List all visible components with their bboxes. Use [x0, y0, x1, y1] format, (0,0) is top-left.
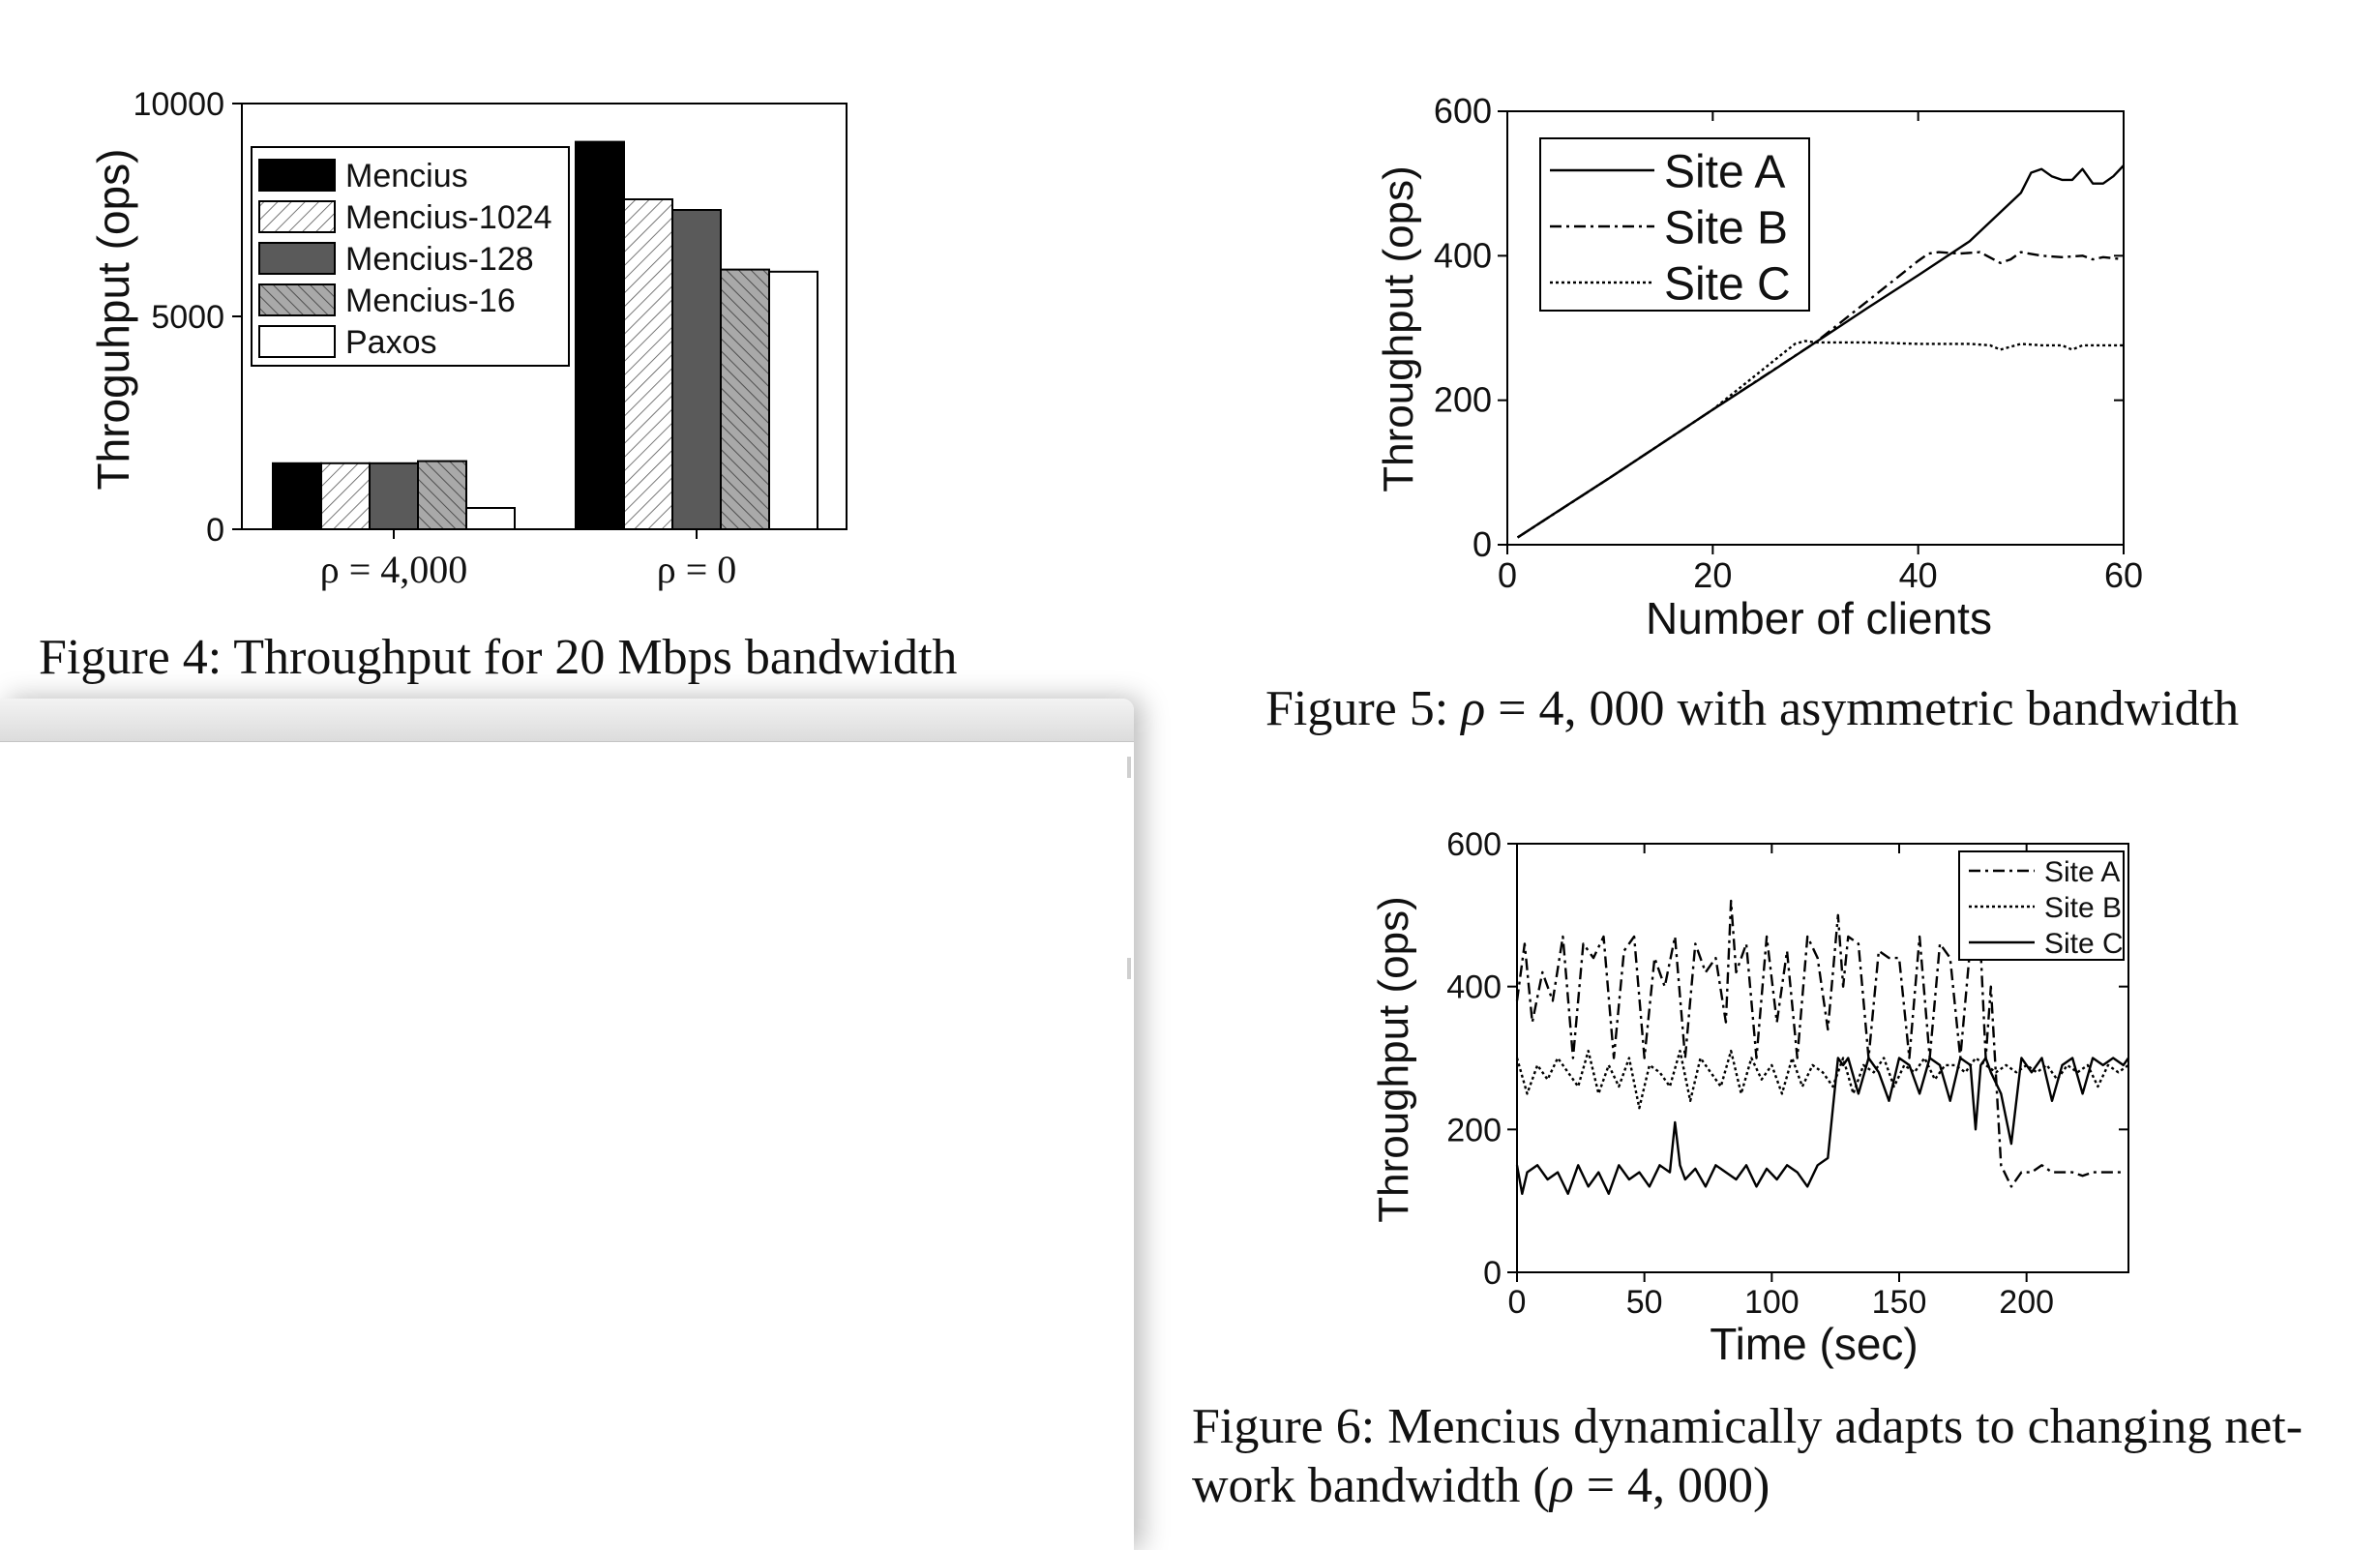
fig5-caption-prefix: Figure 5:	[1265, 681, 1462, 736]
fig6-legend-label: Site C	[2044, 927, 2124, 960]
fig4-bar	[576, 142, 624, 529]
fig5-x-tick-label: 0	[1497, 555, 1518, 595]
fig5-caption-rho: ρ	[1461, 681, 1486, 736]
fig6-x-tick-label: 50	[1625, 1284, 1663, 1321]
fig5-legend-label: Site C	[1664, 258, 1791, 311]
figure-6-caption-line-1: Figure 6: Mencius dynamically adapts to changing net-	[1192, 1399, 2304, 1454]
fig6-series-line	[1517, 1051, 2128, 1108]
fig5-legend	[1540, 138, 1809, 311]
fig4-legend-swatch	[259, 201, 335, 232]
fig4-y-tick-label: 10000	[133, 86, 224, 123]
fig6-x-tick-label: 100	[1743, 1284, 1800, 1321]
fig5-x-tick-label: 20	[1693, 555, 1733, 595]
figure-6-line-chart	[1370, 826, 2128, 1369]
fig4-legend-swatch	[259, 160, 335, 191]
fig5-y-tick-label: 0	[1472, 524, 1492, 564]
fig4-bar	[672, 210, 721, 529]
overlay-window-titlebar[interactable]	[0, 699, 1134, 742]
fig6-y-tick-label: 0	[1483, 1255, 1502, 1292]
fig4-legend-label: Mencius-16	[345, 283, 516, 319]
fig4-y-axis-label: Throguhput (ops)	[88, 148, 138, 491]
fig6-series-line	[1517, 1058, 2128, 1194]
figure-5-caption	[1265, 680, 2239, 737]
window-edge-handle-top[interactable]	[1127, 757, 1131, 778]
fig5-y-tick-label: 600	[1433, 91, 1492, 131]
fig5-caption-rest: = 4, 000 with asymmetric bandwidth	[1485, 681, 2240, 736]
fig6-y-tick-label: 400	[1446, 969, 1502, 1006]
fig4-category-label: ρ = 0	[656, 548, 737, 591]
fig4-y-tick-label: 0	[206, 512, 224, 549]
fig4-legend-swatch	[259, 326, 335, 357]
overlay-window[interactable]	[0, 699, 1134, 1550]
fig6-y-axis-label: Throughput (ops)	[1370, 896, 1417, 1223]
fig5-y-tick-label: 400	[1433, 235, 1492, 276]
fig6-x-tick-label: 150	[1871, 1284, 1927, 1321]
fig5-y-axis-label: Throughput (ops)	[1375, 165, 1422, 492]
window-edge-handle-middle[interactable]	[1127, 958, 1131, 979]
fig4-bar	[418, 462, 466, 529]
fig5-y-tick-label: 200	[1433, 379, 1492, 420]
fig4-category-label: ρ = 4,000	[319, 548, 468, 591]
fig4-bar	[370, 463, 418, 529]
fig4-bar	[273, 463, 321, 529]
fig6-caption-part-a: work bandwidth (	[1192, 1458, 1550, 1513]
fig6-y-tick-label: 200	[1446, 1112, 1502, 1149]
figure-4-bar-chart	[88, 86, 847, 591]
fig4-bar	[769, 272, 818, 529]
fig4-legend-swatch	[259, 284, 335, 315]
fig4-legend-label: Mencius-1024	[345, 199, 552, 236]
fig4-legend	[252, 147, 569, 366]
fig4-bar	[624, 199, 672, 529]
fig5-legend-label: Site A	[1664, 146, 1786, 198]
fig5-legend-label: Site B	[1664, 202, 1789, 254]
fig6-caption-rho: ρ	[1549, 1458, 1574, 1513]
fig4-y-tick-label: 5000	[151, 299, 224, 336]
fig5-x-tick-label: 40	[1898, 555, 1938, 595]
fig4-legend-label: Mencius-128	[345, 241, 534, 278]
fig6-x-tick-label: 0	[1507, 1284, 1527, 1321]
fig4-bar	[721, 270, 769, 529]
figure-5-line-chart	[1375, 91, 2143, 643]
fig6-legend-label: Site A	[2044, 855, 2121, 888]
figure-4-caption: Figure 4: Throughput for 20 Mbps bandwidth	[39, 630, 958, 685]
fig6-y-tick-label: 600	[1446, 826, 1502, 863]
fig4-bar	[321, 463, 370, 529]
fig4-legend-label: Paxos	[345, 324, 437, 361]
fig5-x-tick-label: 60	[2103, 555, 2144, 595]
fig5-series-line	[1518, 341, 2124, 537]
fig6-legend	[1959, 851, 2124, 960]
fig6-x-axis-label: Time (sec)	[1710, 1319, 1919, 1369]
fig4-legend-swatch	[259, 243, 335, 274]
fig4-legend-label: Mencius	[345, 158, 468, 194]
fig4-bar	[466, 508, 515, 529]
figure-6-caption-line-2	[1192, 1457, 1770, 1514]
fig6-legend-label: Site B	[2044, 891, 2123, 924]
fig6-caption-part-b: = 4, 000)	[1573, 1458, 1770, 1513]
fig5-x-axis-label: Number of clients	[1646, 593, 1992, 643]
fig6-x-tick-label: 200	[1999, 1284, 2055, 1321]
